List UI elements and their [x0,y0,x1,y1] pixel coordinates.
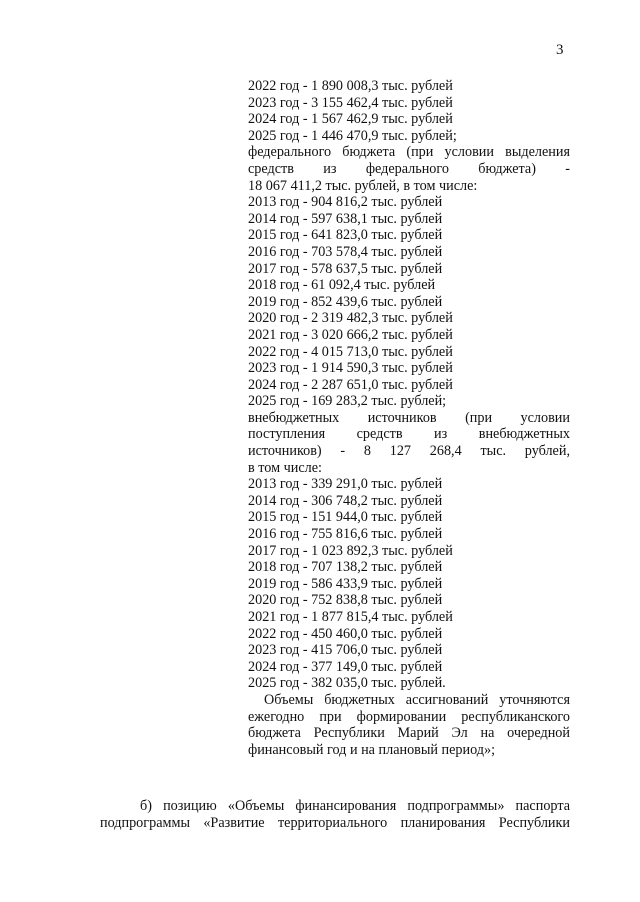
list-item: 2023 год - 415 706,0 тыс. рублей [248,642,443,659]
amendment-line: подпрограммы «Развитие территориального планирования Республики [100,815,570,831]
list-item: 2024 год - 377 149,0 тыс. рублей [248,658,443,675]
year-list-c [248,476,570,692]
list-item: 2022 год - 4 015 713,0 тыс. рублей [248,343,453,360]
amendment-line: б) позицию «Объемы финансирования подпрограммы» паспорта [140,798,570,814]
list-item: 2014 год - 597 638,1 тыс. рублей [248,210,443,227]
extra-line: в том числе: [248,459,322,476]
federal-line: средств из федерального бюджета) - [248,160,570,177]
list-item: 2018 год - 61 092,4 тыс. рублей [248,277,436,294]
funding-column [248,78,570,758]
list-item: 2022 год - 450 460,0 тыс. рублей [248,625,443,642]
list-item: 2025 год - 1 446 470,9 тыс. рублей; [248,127,457,144]
list-item: 2018 год - 707 138,2 тыс. рублей [248,559,443,576]
list-item: 2023 год - 1 914 590,3 тыс. рублей [248,360,453,377]
page-number: 3 [556,42,564,58]
list-item: 2019 год - 852 439,6 тыс. рублей [248,293,443,310]
extra-line: источников) - 8 127 268,4 тыс. рублей, [248,443,570,460]
list-item: 2019 год - 586 433,9 тыс. рублей [248,575,443,592]
federal-line: 18 067 411,2 тыс. рублей, в том числе: [248,177,478,194]
list-item: 2024 год - 1 567 462,9 тыс. рублей [248,111,453,128]
list-item: 2021 год - 1 877 815,4 тыс. рублей [248,609,453,625]
list-item: 2023 год - 3 155 462,4 тыс. рублей [248,94,453,111]
list-item: 2015 год - 151 944,0 тыс. рублей [248,509,443,526]
extra-line: внебюджетных источников (при условии [248,409,570,426]
list-item: 2017 год - 578 637,5 тыс. рублей [248,260,443,277]
list-item: 2020 год - 752 838,8 тыс. рублей [248,592,443,609]
list-item: 2025 год - 382 035,0 тыс. рублей. [248,675,446,692]
extra-budget-block [248,410,570,476]
list-item: 2021 год - 3 020 666,2 тыс. рублей [248,326,453,343]
list-item: 2025 год - 169 283,2 тыс. рублей; [248,393,447,410]
federal-line: федерального бюджета (при условии выделения [248,144,570,161]
list-item: 2022 год - 1 890 008,3 тыс. рублей [248,78,453,94]
list-item: 2020 год - 2 319 482,3 тыс. рублей [248,310,453,327]
list-item: 2024 год - 2 287 651,0 тыс. рублей [248,376,453,393]
amendment-paragraph [100,798,570,832]
list-item: 2016 год - 703 578,4 тыс. рублей [248,243,443,260]
extra-line: поступления средств из внебюджетных [248,426,570,443]
year-list-a [248,78,570,144]
assignments-note: Объемы бюджетных ассигнований уточняются ежегодно при формировании республиканского бюджета Республики Марий Эл на очередной финансовый год и на плановый период»; [248,691,570,758]
list-item: 2017 год - 1 023 892,3 тыс. рублей [248,542,453,559]
list-item: 2014 год - 306 748,2 тыс. рублей [248,492,443,509]
federal-budget-block [248,144,570,194]
list-item: 2015 год - 641 823,0 тыс. рублей [248,227,443,244]
list-item: 2013 год - 339 291,0 тыс. рублей [248,476,443,493]
year-list-b [248,194,570,410]
list-item: 2016 год - 755 816,6 тыс. рублей [248,526,443,543]
list-item: 2013 год - 904 816,2 тыс. рублей [248,194,443,211]
